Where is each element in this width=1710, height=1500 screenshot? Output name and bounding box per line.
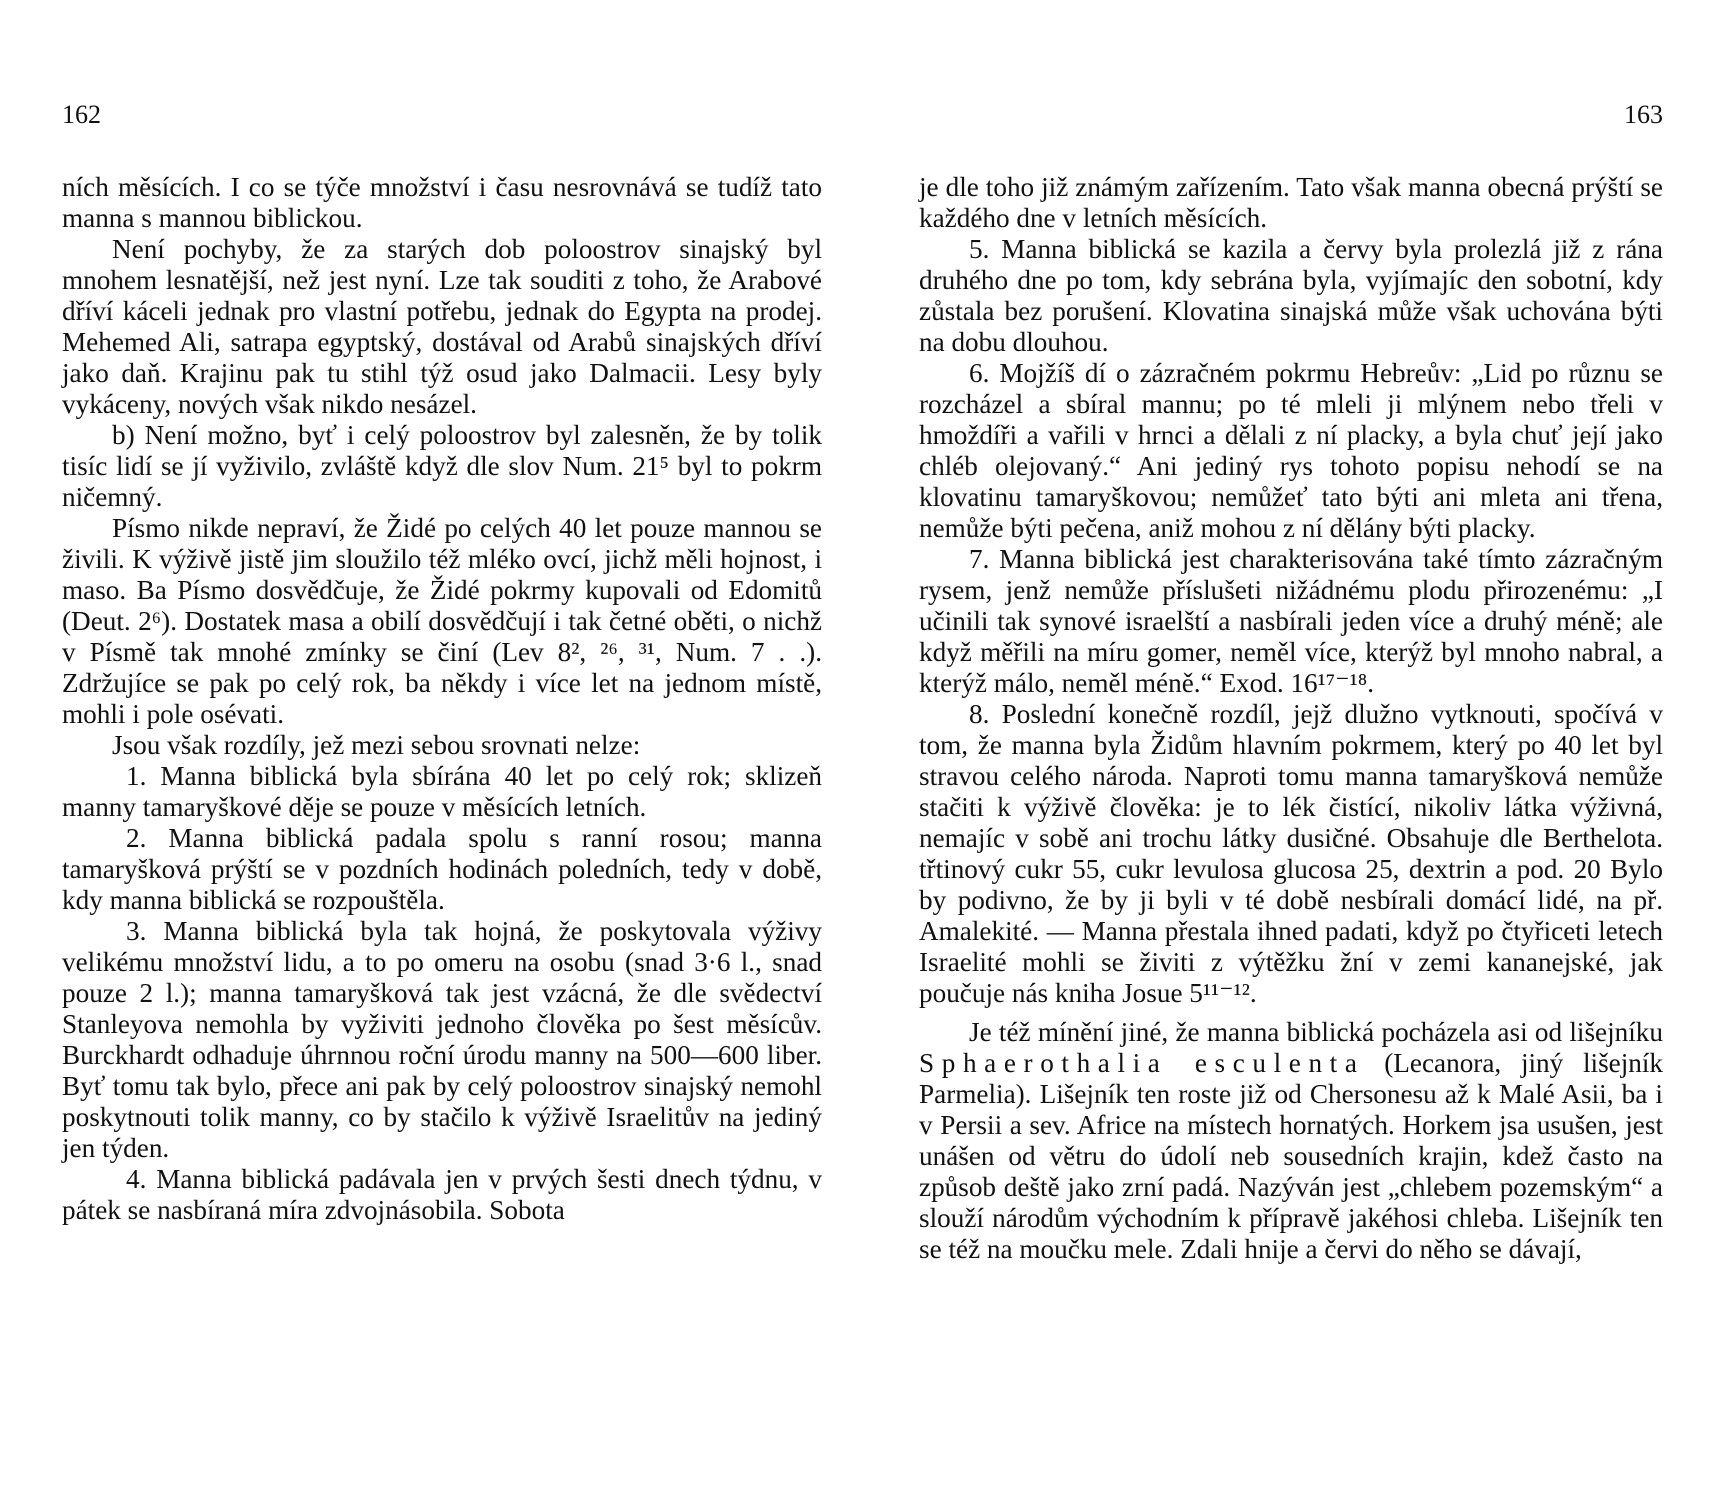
paragraph: Jsou však rozdíly, jež mezi sebou srovnati nelze: <box>112 730 641 760</box>
left-page <box>62 0 822 1500</box>
paragraph: Písmo nikde nepraví, že Židé po celých 40 let pouze mannou se živili. K výživě jistě jim sloužilo též mléko ovcí, jichž měli hojnost, i maso. Ba Písmo dosvědčuje, že Židé pokrmy kupovali od Edomitů (Deut. 2⁶). Dostatek masa a obilí dosvědčují i tak četné oběti, o nichž v Písmě tak mnohé zmínky se činí (Lev 8², ²⁶, ³¹, Num. 7 . .). Zdržujíce se pak po celý rok, ba někdy i více let na jednom místě, mohli i pole osévati. <box>62 513 822 729</box>
list-item: 2. Manna biblická padala spolu s ranní rosou; manna tamaryšková prýští se v pozdních hodinách poledních, tedy v době, kdy manna biblická se rozpouštěla. <box>62 823 822 915</box>
list-item: 5. Manna biblická se kazila a červy byla prolezlá již z rána druhého dne po tom, kdy sebrána byla, vyjímajíc den sobotní, kdy zůstala bez porušení. Klovatina sinajská může však uchována býti na dobu dlouhou. <box>919 234 1663 357</box>
page-body <box>62 172 822 1226</box>
paragraph: ních měsících. I co se týče množství i času nesrovnává se tudíž tato manna s mannou biblickou. <box>62 172 822 233</box>
paragraph: b) Není možno, byť i celý poloostrov byl zalesněn, že by tolik tisíc lidí se jí vyživilo, zvláště když dle slov Num. 21⁵ byl to pokrm ničemný. <box>62 420 822 512</box>
list-item: 7. Manna biblická jest charakterisována také tímto zázračným rysem, jenž nemůže příslušeti nižádnému plodu přirozenému: „I učinili tak synové israelští a nasbírali jeden více a druhý méně; ale když měřili na míru gomer, neměl více, kterýž byl mnoho nabral, a kterýž málo, neměl méně.“ Exod. 16¹⁷⁻¹⁸. <box>919 544 1663 698</box>
list-item: 8. Poslední konečně rozdíl, jejž dlužno vytknouti, spočívá v tom, že manna byla Židům hlavním pokrmem, který po 40 let byl stravou celého národa. Naproti tomu manna tamaryšková nemůže stačiti k výživě člověka: je to lék čistící, nikoliv látka výživná, nemajíc v sobě ani trochu látky dusičné. Obsahuje dle Berthelota. třtinový cukr 55, cukr levulosa glucosa 25, dextrin a pod. 20 Bylo by podivno, že by ji byli v té době nesbírali domácí lidé, na př. Amalekité. — Manna přestala ihned padati, když po čtyřiceti letech Israelité mohli se živiti z výtěžku žní v zemi kananejské, jak poučuje nás kniha Josue 5¹¹⁻¹². <box>919 699 1663 1008</box>
page-number: 163 <box>1624 100 1663 129</box>
list-item: 6. Mojžíš dí o zázračném pokrmu Hebreův: „Lid po různu se rozcházel a sbíral mannu; po té mleli ji mlýnem nebo třeli v hmoždíři a vařili v hrnci a dělali z ní placky, a byla chuť její jako chléb olejovaný.“ Ani jediný rys tohoto popisu nehodí se na klovatinu tamaryškovou; nemůžeť tato býti ani mleta ani třena, nemůže býti pečena, aniž mohou z ní dělány býti placky. <box>919 358 1663 543</box>
list-item: 1. Manna biblická byla sbírána 40 let po celý rok; sklizeň manny tamaryškové děje se pouze v měsících letních. <box>62 761 822 822</box>
list-item: 3. Manna biblická byla tak hojná, že poskytovala výživy velikému množství lidu, a to po omeru na osobu (snad 3·6 l., snad pouze 2 l.); manna tamaryšková tak jest vzácná, že dle svědectví Stanleyova nemohla by vyživiti jednoho člověka po šest měsícův. Burckhardt odhaduje úhrnnou roční úrodu manny na 500—600 liber. Byť tomu tak bylo, přece ani pak by celý poloostrov sinajský nemohl poskytnouti tolik manny, co by stačilo k výživě Israelitův na jediný jen týden. <box>62 916 822 1163</box>
paragraph-text: Je též mínění jiné, že manna biblická pocházela asi od lišejníku <box>969 1017 1663 1047</box>
species-name: Sphaerothalia esculenta <box>919 1048 1365 1078</box>
list-item: 4. Manna biblická padávala jen v prvých šesti dnech týdnu, v pátek se nasbíraná míra zdvojnásobila. Sobota <box>62 1164 822 1225</box>
paragraph: je dle toho již známým zařízením. Tato však manna obecná prýští se každého dne v letních měsících. <box>919 172 1663 233</box>
right-page <box>919 0 1663 1500</box>
paragraph <box>919 1017 1663 1265</box>
paragraph-text: (Lecanora, jiný lišejník Parmelia). Lišejník ten roste již od Chersonesu až k Malé Asii, ba i v Persii a sev. Africe na místech hornatých. Horkem jsa usušen, jest unášen od větru do údolí neb sousedních krajin, kdež často na způsob deště jako zrní padá. Nazýván jest „chlebem pozemským“ a slouží národům východním k přípravě jakéhosi chleba. Lišejník ten se též na moučku mele. Zdali hnije a červi do něho se dávají, <box>919 1048 1664 1264</box>
page-body <box>919 172 1663 1265</box>
paragraph: Není pochyby, že za starých dob poloostrov sinajský byl mnohem lesnatější, než jest nyní. Lze tak souditi z toho, že Arabové dříví káceli jednak pro vlastní potřebu, jednak do Egypta na prodej. Mehemed Ali, satrapa egyptský, dostával od Arabů sinajských dříví jako daň. Krajinu pak tu stihl týž osud jako Dalmacii. Lesy byly vykáceny, nových však nikdo nesázel. <box>62 234 822 419</box>
page-number: 162 <box>62 100 101 129</box>
